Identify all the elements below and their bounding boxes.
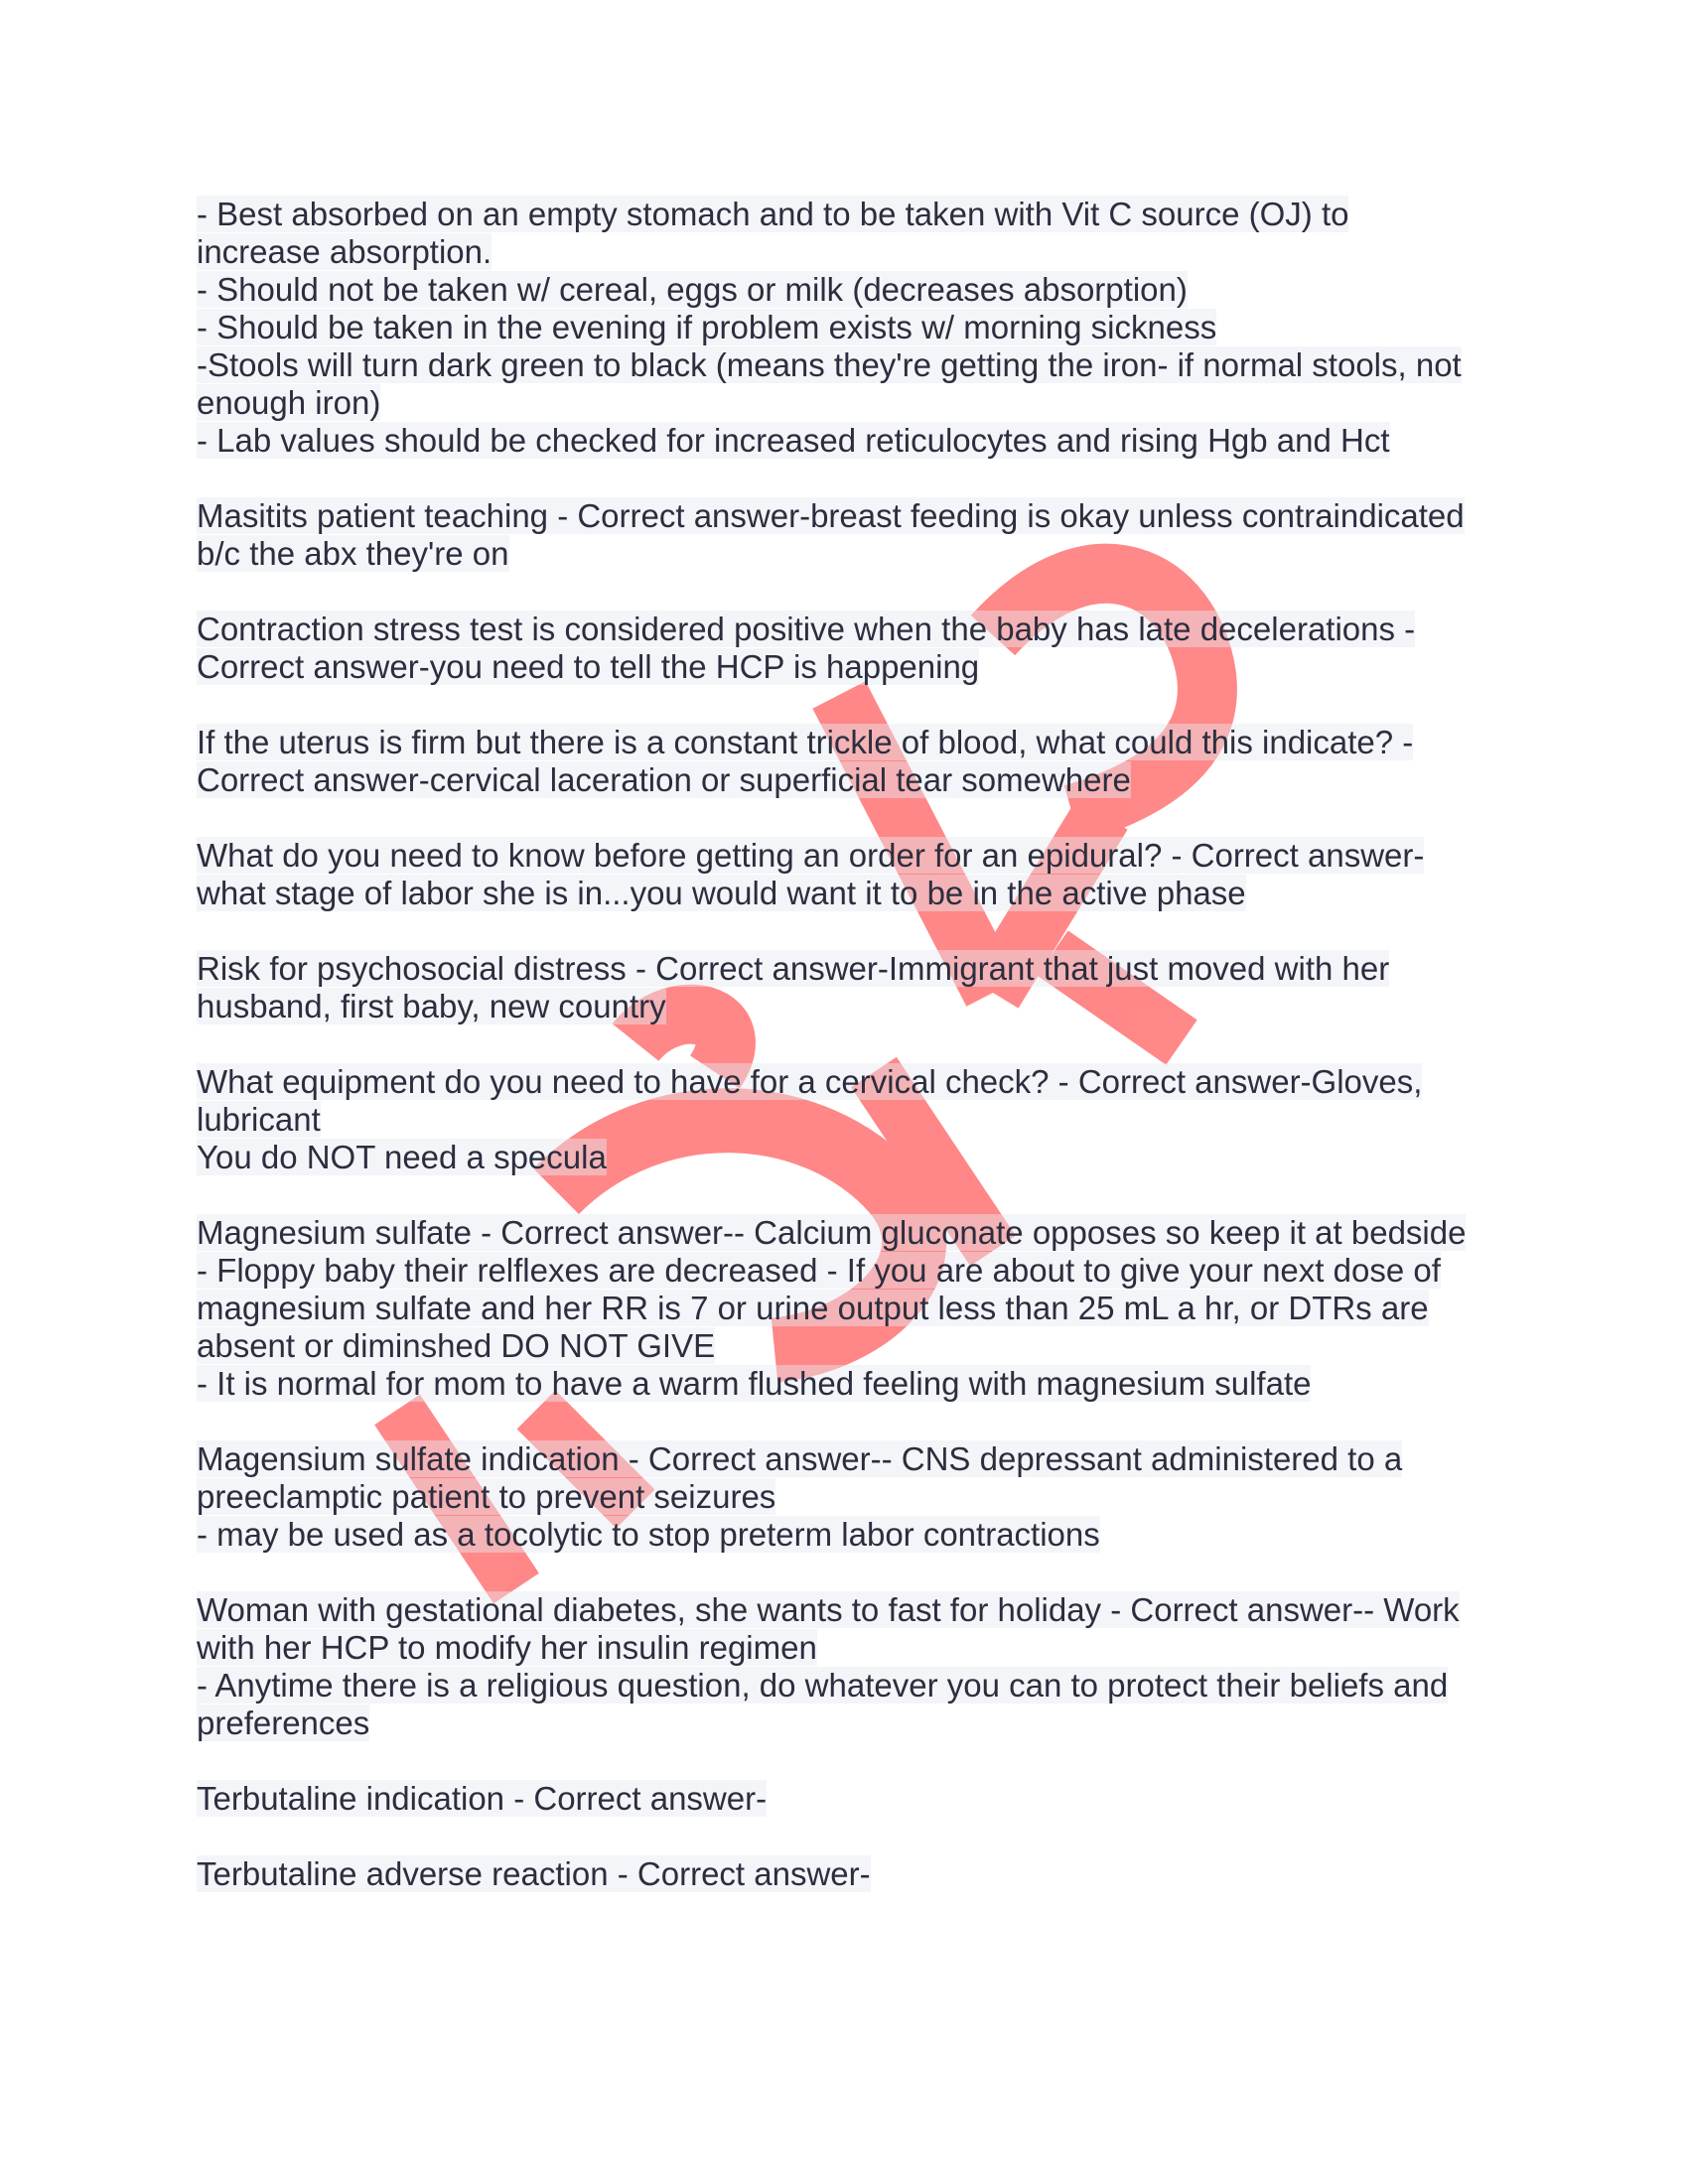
text-line — [197, 648, 1507, 686]
text-line — [197, 1705, 1507, 1742]
paragraph-gap — [197, 1025, 1507, 1063]
text-line — [197, 309, 1507, 346]
text-line-content: Masitits patient teaching - Correct answer-breast feeding is okay unless contraindicated — [197, 497, 1465, 534]
paragraph-gap — [197, 1176, 1507, 1214]
text-line-content: preferences — [197, 1705, 370, 1741]
text-line — [197, 1139, 1507, 1176]
text-line-content: You do NOT need a specula — [197, 1139, 607, 1175]
text-line — [197, 233, 1507, 271]
text-line — [197, 1365, 1507, 1403]
text-line-content: - may be used as a tocolytic to stop preterm labor contractions — [197, 1516, 1100, 1553]
text-line-content: - Lab values should be checked for increased reticulocytes and rising Hgb and Hct — [197, 422, 1390, 459]
text-line — [197, 1252, 1507, 1290]
text-line — [197, 1327, 1507, 1365]
text-line — [197, 988, 1507, 1025]
text-line — [197, 1780, 1507, 1818]
paragraph-gap — [197, 1554, 1507, 1591]
text-line — [197, 196, 1507, 233]
text-line-content: Magensium sulfate indication - Correct answer-- CNS depressant administered to a — [197, 1440, 1403, 1477]
text-line-content: Contraction stress test is considered positive when the baby has late decelerations - — [197, 611, 1416, 647]
text-line — [197, 875, 1507, 912]
text-line — [197, 497, 1507, 535]
text-line-content: husband, first baby, new country — [197, 988, 666, 1024]
text-line-content: - Best absorbed on an empty stomach and to be taken with Vit C source (OJ) to — [197, 196, 1349, 232]
paragraph-gap — [197, 1818, 1507, 1855]
text-line — [197, 761, 1507, 799]
text-line-content: preeclamptic patient to prevent seizures — [197, 1478, 776, 1515]
text-line — [197, 1290, 1507, 1327]
paragraph-gap — [197, 912, 1507, 950]
text-line-content: b/c the abx they're on — [197, 535, 509, 572]
text-line — [197, 1214, 1507, 1252]
text-line — [197, 1516, 1507, 1554]
text-line — [197, 1478, 1507, 1516]
text-line — [197, 724, 1507, 761]
text-line-content: Terbutaline adverse reaction - Correct answer- — [197, 1855, 871, 1892]
text-line-content: Correct answer-cervical laceration or superficial tear somewhere — [197, 761, 1131, 798]
text-line — [197, 1629, 1507, 1667]
text-line — [197, 950, 1507, 988]
text-line-content: Risk for psychosocial distress - Correct answer-Immigrant that just moved with her — [197, 950, 1390, 987]
text-line-content: -Stools will turn dark green to black (means they're getting the iron- if normal stools, not — [197, 346, 1462, 383]
text-line — [197, 1063, 1507, 1101]
text-line-content: magnesium sulfate and her RR is 7 or urine output less than 25 mL a hr, or DTRs are — [197, 1290, 1429, 1326]
paragraph-gap — [197, 686, 1507, 724]
paragraph-gap — [197, 1403, 1507, 1440]
text-line-content: enough iron) — [197, 384, 381, 421]
text-line-content: Woman with gestational diabetes, she wants to fast for holiday - Correct answer-- Work — [197, 1591, 1460, 1628]
text-line — [197, 535, 1507, 573]
text-line — [197, 611, 1507, 648]
text-line-content: with her HCP to modify her insulin regimen — [197, 1629, 817, 1666]
text-line-content: What equipment do you need to have for a cervical check? - Correct answer-Gloves, — [197, 1063, 1423, 1100]
text-line — [197, 1667, 1507, 1705]
text-line-content: Correct answer-you need to tell the HCP is happening — [197, 648, 980, 685]
text-line-content: - Should be taken in the evening if problem exists w/ morning sickness — [197, 309, 1217, 345]
text-line — [197, 837, 1507, 875]
paragraph-gap — [197, 460, 1507, 497]
text-line-content: What do you need to know before getting an order for an epidural? - Correct answer- — [197, 837, 1425, 874]
paragraph-gap — [197, 1742, 1507, 1780]
text-line — [197, 422, 1507, 460]
text-line — [197, 1591, 1507, 1629]
text-line — [197, 1101, 1507, 1139]
text-line-content: what stage of labor she is in...you would want it to be in the active phase — [197, 875, 1246, 911]
paragraph-gap — [197, 573, 1507, 611]
text-line-content: - Floppy baby their relflexes are decreased - If you are about to give your next dose of — [197, 1252, 1441, 1289]
text-line-content: If the uterus is firm but there is a constant trickle of blood, what could this indicate? - — [197, 724, 1414, 760]
text-line-content: absent or diminshed DO NOT GIVE — [197, 1327, 716, 1364]
text-line — [197, 1855, 1507, 1893]
text-line-content: Terbutaline indication - Correct answer- — [197, 1780, 768, 1817]
paragraph-gap — [197, 799, 1507, 837]
text-line — [197, 346, 1507, 384]
text-line-content: Magnesium sulfate - Correct answer-- Calcium gluconate opposes so keep it at bedside — [197, 1214, 1467, 1251]
text-line-content: - Should not be taken w/ cereal, eggs or milk (decreases absorption) — [197, 271, 1188, 308]
text-line — [197, 271, 1507, 309]
text-line-content: lubricant — [197, 1101, 321, 1138]
text-line-content: increase absorption. — [197, 233, 492, 270]
text-line — [197, 1440, 1507, 1478]
text-line-content: - Anytime there is a religious question, do whatever you can to protect their beliefs and — [197, 1667, 1449, 1704]
document-body — [197, 196, 1507, 1893]
text-line — [197, 384, 1507, 422]
text-line-content: - It is normal for mom to have a warm flushed feeling with magnesium sulfate — [197, 1365, 1312, 1402]
